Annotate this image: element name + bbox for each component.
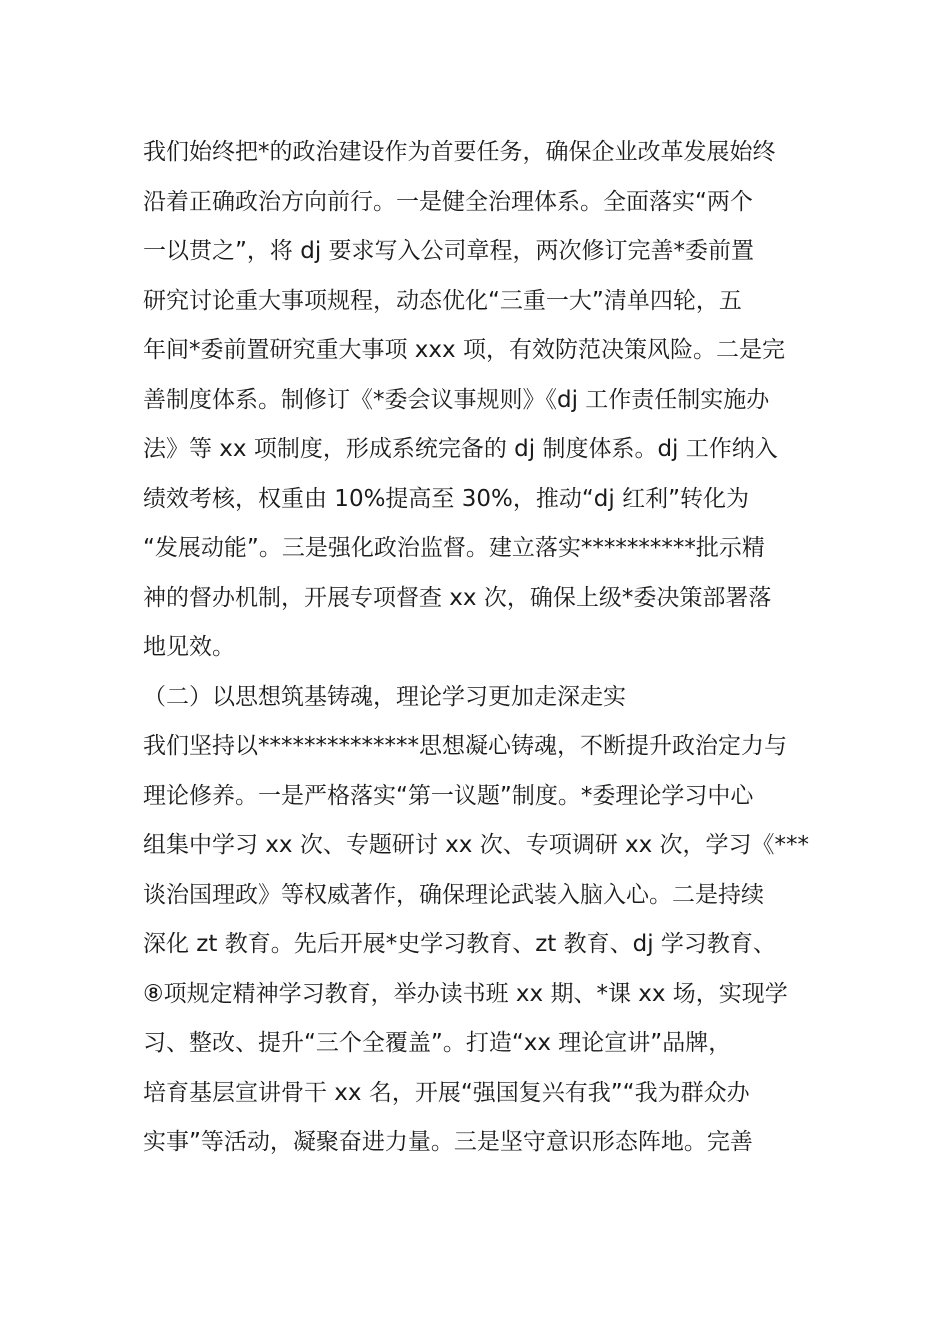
text-line: 一以贯之”，将 dj 要求写入公司章程，两次修订完善*委前置 [143, 238, 755, 264]
section-heading: （二）以思想筑基铸魂，理论学习更加走深走实 [143, 683, 626, 710]
text-line: 研究讨论重大事项规程，动态优化“三重一大”清单四轮，五 [143, 287, 742, 314]
text-line: 实事”等活动，凝聚奋进力量。三是坚守意识形态阵地。完善 [143, 1129, 753, 1155]
text-line: 沿着正确政治方向前行。一是健全治理体系。全面落实“两个 [143, 188, 753, 215]
text-line: ⑧项规定精神学习教育，举办读书班 xx 期、*课 xx 场，实现学 [143, 980, 788, 1007]
text-line: “发展动能”。三是强化政治监督。建立落实**********批示精 [143, 535, 765, 561]
text-line: 法》等 xx 项制度，形成系统完备的 dj 制度体系。dj 工作纳入 [143, 436, 778, 462]
text-line: 年间*委前置研究重大事项 xxx 项，有效防范决策风险。二是完 [143, 337, 785, 363]
text-line: 我们始终把*的政治建设作为首要任务，确保企业改革发展始终 [143, 139, 776, 165]
text-line: 善制度体系。制修订《*委会议事规则》《dj 工作责任制实施办 [143, 386, 770, 413]
text-line: 我们坚持以**************思想凝心铸魂，不断提升政治定力与 [143, 733, 787, 759]
text-line: 习、整改、提升“三个全覆盖”。打造“xx 理论宣讲”品牌， [143, 1030, 732, 1056]
text-line: 神的督办机制，开展专项督查 xx 次，确保上级*委决策部署落 [143, 584, 772, 611]
text-line: 绩效考核，权重由 10%提高至 30%，推动“dj 红利”转化为 [143, 485, 749, 512]
text-line: 深化 zt 教育。先后开展*史学习教育、zt 教育、dj 学习教育、 [143, 931, 776, 957]
text-line: 谈治国理政》等权威著作，确保理论武装入脑入心。二是持续 [143, 881, 764, 908]
text-line: 地见效。 [143, 634, 235, 660]
text-line: 组集中学习 xx 次、专题研讨 xx 次、专项调研 xx 次，学习《*** [143, 832, 810, 858]
text-line: 培育基层宣讲骨干 xx 名，开展“强国复兴有我”“我为群众办 [143, 1079, 750, 1106]
text-line: 理论修养。一是严格落实“第一议题”制度。*委理论学习中心 [143, 782, 754, 809]
body-text [143, 128, 823, 1168]
